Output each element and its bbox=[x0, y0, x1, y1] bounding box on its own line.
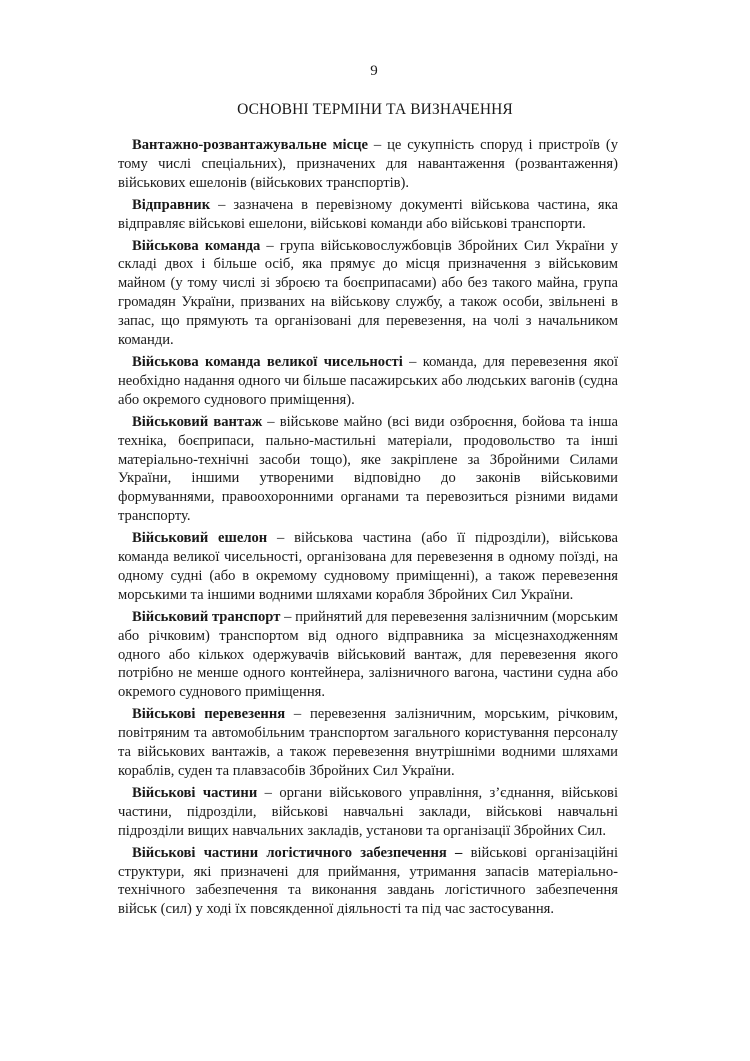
term: Військовий вантаж bbox=[132, 413, 263, 430]
definition-text: – військова частина (або її підрозділи), військова команда великої чисельності, організована для перевезення в одному поїзді, на одному судні (або в окремому судновому приміщенні), а також перевезення морськими та іншими водними шляхами корабля Збройних Сил України. bbox=[118, 530, 618, 603]
definition-entry bbox=[118, 237, 618, 350]
term: Військова команда bbox=[132, 237, 261, 254]
definition-entry bbox=[118, 353, 618, 410]
definition-entry bbox=[118, 529, 618, 605]
term: Військова команда великої чисельності bbox=[132, 353, 403, 370]
definition-entry bbox=[118, 413, 618, 526]
definition-text: – команда, для перевезення якої необхідно надання одного чи більше пасажирських або людських вагонів (судна або окремого суднового приміщення). bbox=[118, 353, 619, 408]
definition-text: – зазначена в перевізному документі військова частина, яка відправляє військові ешелони, військові команди або військові транспорти. bbox=[118, 196, 618, 232]
definition-text: – це сукупність споруд і пристроїв (у тому числі спеціальних), призначених для навантаження (розвантаження) військових ешелонів (військових транспортів). bbox=[118, 137, 618, 191]
term: Вантажно-розвантажувальне місце bbox=[132, 137, 368, 153]
page-title: ОСНОВНІ ТЕРМІНИ ТА ВИЗНАЧЕННЯ bbox=[237, 101, 513, 118]
definition-entry bbox=[118, 844, 618, 920]
definition-text: військові організаційні структури, які призначені для приймання, утримання запасів матеріально-технічного забезпечення та виконання завдань логістичного забезпечення військ (сил) у ході їх повсякденної діяльності та під час застосування. bbox=[118, 844, 618, 918]
definition-text: – військове майно (всі види озброєння, бойова та інша техніка, боєприпаси, пально-мастильні матеріали, продовольство та інші матеріально-технічні засоби тощо), яке закріплене за Збройними Силами України, іншими утвореними відповідно до законів військовими формуваннями, правоохоронними органами та перевозиться різними видами транспорту. bbox=[118, 413, 619, 525]
definition-text: – група військовослужбовців Збройних Сил України у складі двох і більше осіб, яка прямує до місця призначення з військовим майном (у тому числі зі зброєю та боєприпасами) або без такого майна, група громадян України, призваних на військову службу, а також особи, звільнені в запас, що прямують та організовані для перевезення, на чолі з начальником команди. bbox=[118, 237, 619, 349]
definition-entry bbox=[118, 705, 618, 781]
definition-entry bbox=[118, 608, 618, 703]
term: Військовий транспорт bbox=[132, 608, 281, 625]
term: Відправник bbox=[132, 196, 211, 213]
definition-text: – прийнятий для перевезення залізничним (морським або річковим) транспортом від одного відправника за місцезнаходженням одного або кількох одержувачів військовий вантаж, для перевезення якого потрібно не менше одного контейнера, залізничного вагона, частини судна або окремого суднового приміщення. bbox=[118, 608, 618, 701]
definition-text: – перевезення залізничним, морським, річковим, повітряним та автомобільним транспортом загального користування персоналу та військових вантажів, а також перевезення внутрішніми водними шляхами кораблів, суден та плавзасобів Збройних Сил України. bbox=[118, 706, 618, 779]
definition-entry bbox=[118, 784, 618, 841]
definition-entry bbox=[118, 136, 618, 193]
term: Військовий ешелон bbox=[132, 530, 268, 547]
term: Військові частини логістичного забезпечення – bbox=[132, 844, 463, 861]
term: Військові перевезення bbox=[132, 706, 286, 723]
definition-text: – органи військового управління, з’єднання, військові частини, підрозділи, військові навчальні заклади, військові навчальні підрозділи вищих навчальних закладів, установи та організації Збройних Сил. bbox=[118, 784, 618, 839]
term: Військові частини bbox=[132, 784, 258, 801]
definition-entry bbox=[118, 196, 618, 234]
page-number: 9 bbox=[370, 63, 378, 79]
